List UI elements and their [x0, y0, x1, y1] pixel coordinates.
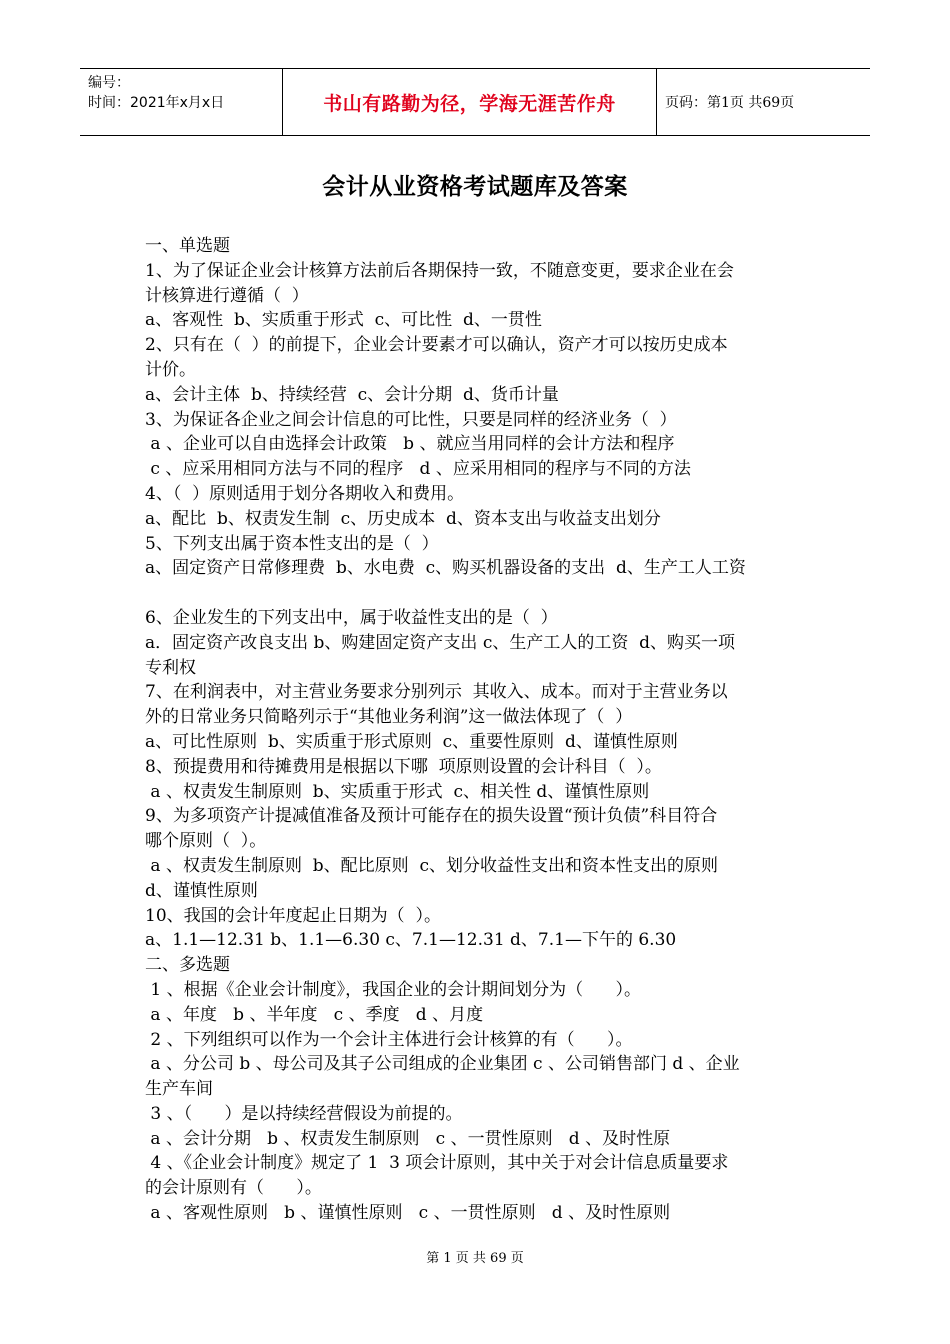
body-line: 1 、根据《企业会计制度》，我国企业的会计期间划分为（ ）。: [145, 979, 642, 1000]
document-body: [145, 234, 810, 1226]
body-line: 生产车间: [145, 1079, 213, 1100]
body-line: a、固定资产日常修理费 b、水电费 c、购买机器设备的支出 d、生产工人工资: [145, 558, 746, 579]
page-header: [80, 68, 870, 136]
body-line: 计价。: [145, 359, 196, 380]
body-line: 4 、《企业会计制度》规定了 1 3 项会计原则，其中关于对会计信息质量要求: [145, 1153, 729, 1174]
body-line: a 、企业可以自由选择会计政策 b 、就应当用同样的会计方法和程序: [145, 434, 675, 455]
serial-number-label: 编号：: [88, 75, 130, 91]
body-line: a、客观性 b、实质重于形式 c、可比性 d、一贯性: [145, 310, 542, 331]
body-line: 1、为了保证企业会计核算方法前后各期保持一致，不随意变更，要求企业在会: [145, 260, 734, 281]
date-label: 时间：2021年x月x日: [88, 95, 225, 111]
body-line: 7、在利润表中，对主营业务要求分别列示 其收入、成本。而对于主营业务以: [145, 682, 728, 703]
body-line: 外的日常业务只简略列示于“其他业务利润”这一做法体现了（ ）: [145, 707, 633, 728]
body-line: a 、权责发生制原则 b、配比原则 c、划分收益性支出和资本性支出的原则: [145, 855, 718, 876]
body-line: 6、企业发生的下列支出中，属于收益性支出的是（ ）: [145, 607, 558, 628]
body-line: a 、分公司 b 、母公司及其子公司组成的企业集团 c 、公司销售部门 d 、企业: [145, 1054, 740, 1075]
body-line: 哪个原则（ ）。: [145, 831, 267, 852]
body-line: 的会计原则有（ ）。: [145, 1178, 322, 1199]
body-line: 3 、（ ）是以持续经营假设为前提的。: [145, 1103, 463, 1124]
body-line: 9、为多项资产计提减值准备及预计可能存在的损失设置“预计负债”科目符合: [145, 806, 718, 827]
body-line: a、配比 b、权责发生制 c、历史成本 d、资本支出与收益支出划分: [145, 508, 661, 529]
body-line: a 、客观性原则 b 、谨慎性原则 c 、一贯性原则 d 、及时性原则: [145, 1203, 671, 1224]
body-line: a 、年度 b 、半年度 c 、季度 d 、月度: [145, 1004, 484, 1025]
body-line: 8、预提费用和待摊费用是根据以下哪 项原则设置的会计科目（ ）。: [145, 756, 662, 777]
body-line: 3、为保证各企业之间会计信息的可比性，只要是同样的经济业务（ ）: [145, 409, 677, 430]
body-line: a、可比性原则 b、实质重于形式原则 c、重要性原则 d、谨慎性原则: [145, 731, 678, 752]
body-line: a 、权责发生制原则 b、实质重于形式 c、相关性 d、谨慎性原则: [145, 781, 650, 802]
body-line: a 、会计分期 b 、权责发生制原则 c 、一贯性原则 d 、及时性原: [145, 1128, 671, 1149]
body-line: a．固定资产改良支出 b、购建固定资产支出 c、生产工人的工资 d、购买一项: [145, 632, 736, 653]
body-line: 2 、下列组织可以作为一个会计主体进行会计核算的有（ ）。: [145, 1029, 633, 1050]
body-line: d、谨慎性原则: [145, 880, 258, 901]
document-title: 会计从业资格考试题库及答案: [322, 174, 628, 200]
header-motto: 书山有路勤为径，学海无涯苦作舟: [282, 69, 657, 135]
header-left-cell: [80, 69, 282, 135]
body-line: 计核算进行遵循（ ）: [145, 285, 309, 306]
body-line: 一、单选题: [145, 236, 230, 256]
body-line: 二、多选题: [145, 955, 230, 976]
body-line: 专利权: [145, 657, 196, 678]
page-footer: 第 1 页 共 69 页: [426, 1251, 524, 1266]
header-page-info: 页码：第1页 共69页: [665, 95, 795, 111]
body-line: 10、我国的会计年度起止日期为（ ）。: [145, 905, 441, 926]
body-line: 4、（ ）原则适用于划分各期收入和费用。: [145, 483, 465, 504]
body-line: 5、下列支出属于资本性支出的是（ ）: [145, 533, 439, 554]
body-line: 2、只有在（ ）的前提下，企业会计要素才可以确认，资产才可以按历史成本: [145, 335, 728, 356]
body-line: a、会计主体 b、持续经营 c、会计分期 d、货币计量: [145, 384, 559, 405]
body-line: c 、应采用相同方法与不同的程序 d 、应采用相同的程序与不同的方法: [145, 459, 691, 480]
body-line: [145, 581, 810, 606]
body-line: a、1.1—12.31 b、1.1—6.30 c、7.1—12.31 d、7.1—下午的 6.30: [145, 930, 677, 951]
